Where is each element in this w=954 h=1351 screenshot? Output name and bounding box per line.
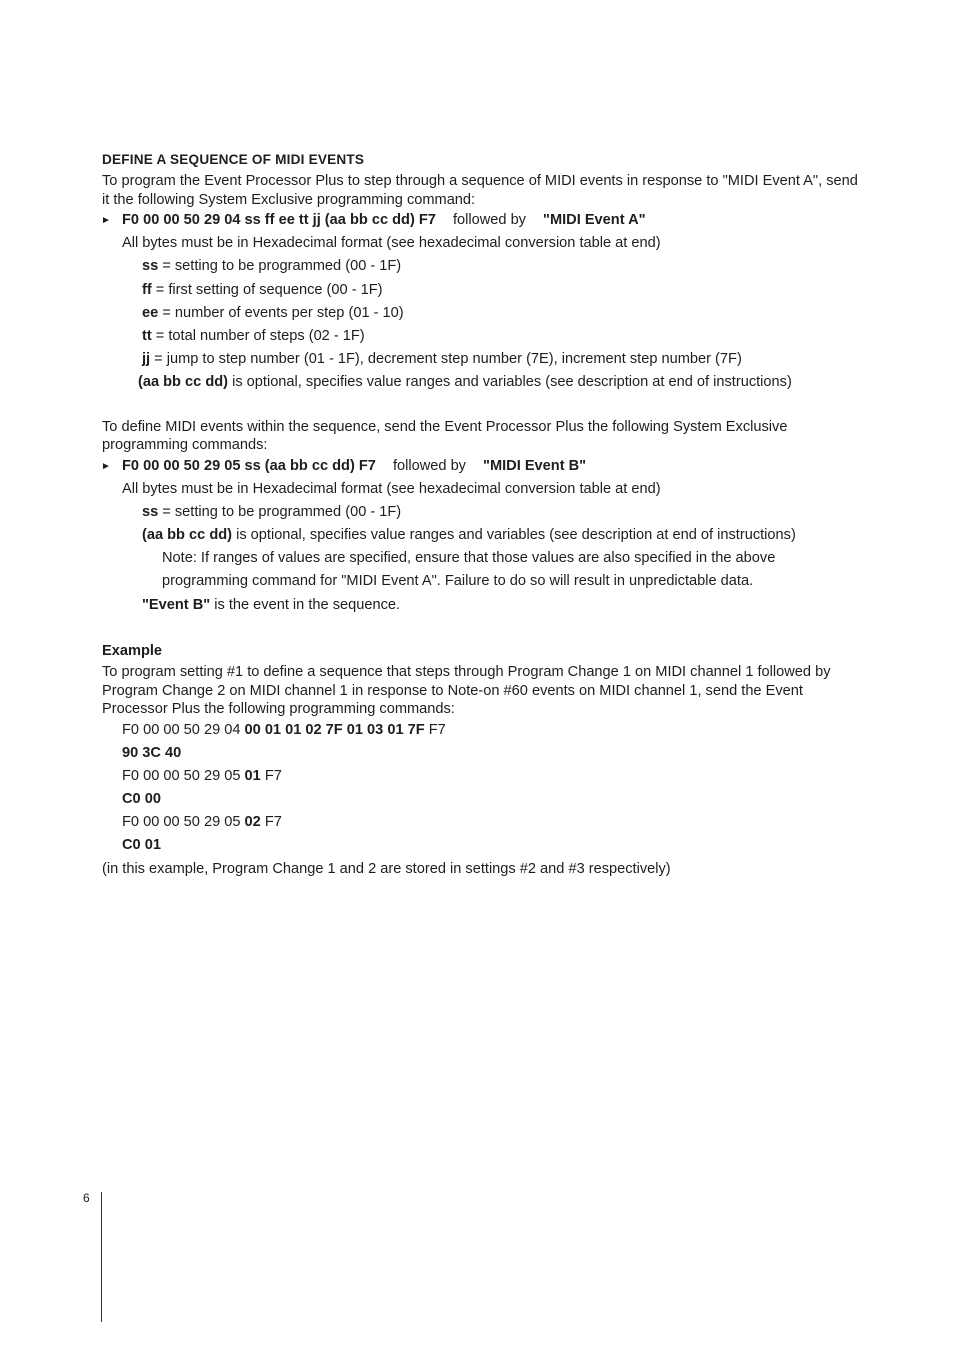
param-key: (aa bb cc dd) — [138, 374, 229, 391]
param-desc: = total number of steps (02 - 1F) — [151, 327, 365, 344]
example-plain: F0 00 00 50 29 04 — [122, 721, 245, 738]
example-paragraph: To program setting #1 to define a sequence that steps through Program Change 1 on MIDI channel 1 followed by Program Change 2 on MIDI channel 1 in response to Note-on #60 events on MIDI channel 1, send the Event Processor Plus the following programming commands: — [102, 664, 831, 717]
param-desc: = first setting of sequence (00 - 1F) — [151, 281, 383, 298]
param-desc: = setting to be programmed (00 - 1F) — [158, 258, 402, 275]
command-b-code: F0 00 00 50 29 05 ss (aa bb cc dd) F7 — [122, 457, 376, 474]
page-number: 6 — [83, 1191, 90, 1205]
param-key: ee — [142, 304, 159, 321]
command-a-code: F0 00 00 50 29 04 ss ff ee tt jj (aa bb cc dd) F7 — [122, 212, 436, 228]
param-key: tt — [142, 327, 152, 344]
note-line: Note: If ranges of values are specified, ensure that those values are also specified in the above — [162, 550, 776, 567]
example-heading: Example — [102, 642, 163, 659]
example-plain: F7 — [260, 814, 282, 831]
param-key: ss — [142, 503, 159, 520]
followed-by-label: followed by — [452, 212, 526, 228]
example-bold: 00 01 01 02 7F 01 03 01 7F — [244, 721, 425, 738]
example-line — [102, 742, 862, 765]
section-heading: DEFINE A SEQUENCE OF MIDI EVENTS — [102, 152, 365, 167]
param-ff — [102, 279, 862, 302]
example-plain: F0 00 00 50 29 05 — [122, 814, 245, 831]
intro-paragraph: To program the Event Processor Plus to step through a sequence of MIDI events in response to "MIDI Event A", send it the following System Exclusive programming command: — [102, 173, 858, 208]
bullet-arrow-icon: ► — [101, 460, 111, 472]
note-line: programming command for "MIDI Event A". Failure to do so will result in unpredictable data. — [162, 573, 754, 590]
example-line — [102, 811, 862, 834]
event-b-description — [102, 594, 862, 617]
param-desc: = setting to be programmed (00 - 1F) — [158, 503, 402, 520]
param-jj — [102, 348, 862, 371]
param-ss-b — [102, 501, 862, 524]
command-b-line — [102, 455, 862, 478]
param-desc: is optional, specifies value ranges and variables (see description at end of instructions) — [232, 527, 796, 544]
example-bold: 90 3C 40 — [122, 744, 182, 761]
example-plain: F0 00 00 50 29 05 — [122, 767, 245, 784]
param-desc: = number of events per step (01 - 10) — [158, 304, 404, 321]
example-bold: C0 01 — [122, 837, 161, 854]
hex-format-note: All bytes must be in Hexadecimal format (see hexadecimal conversion table at end) — [122, 235, 661, 252]
param-key: "Event B" — [142, 596, 211, 613]
example-line — [102, 765, 862, 788]
followed-by-label: followed by — [392, 457, 466, 474]
midi-event-a-label: "MIDI Event A" — [543, 212, 646, 228]
param-tt — [102, 325, 862, 348]
param-desc: is optional, specifies value ranges and variables (see description at end of instructions) — [228, 374, 792, 391]
param-key: jj — [142, 351, 151, 368]
example-line — [102, 788, 862, 811]
intro-b-paragraph: To define MIDI events within the sequence, send the Event Processor Plus the following System Exclusive programming commands: — [102, 418, 788, 453]
example-bold: 01 — [244, 767, 261, 784]
hex-format-note-b: All bytes must be in Hexadecimal format (see hexadecimal conversion table at end) — [122, 480, 661, 497]
optional-ranges-a — [102, 371, 862, 394]
param-key: ss — [142, 258, 159, 275]
midi-event-b-label: "MIDI Event B" — [483, 457, 587, 474]
margin-rule — [101, 1192, 102, 1322]
param-key: (aa bb cc dd) — [142, 527, 233, 544]
param-desc: = jump to step number (01 - 1F), decrement step number (7E), increment step number (7F) — [150, 351, 742, 368]
optional-ranges-b — [102, 524, 862, 547]
example-plain: F7 — [424, 721, 446, 738]
example-bold: C0 00 — [122, 791, 161, 808]
param-ss — [102, 255, 862, 278]
param-key: ff — [142, 281, 152, 298]
example-plain: F7 — [260, 767, 282, 784]
bullet-arrow-icon: ► — [101, 215, 111, 226]
param-ee — [102, 302, 862, 325]
example-line — [102, 719, 862, 742]
page-content — [102, 151, 862, 881]
command-a-line — [102, 209, 862, 232]
param-desc: is the event in the sequence. — [210, 596, 401, 613]
example-line — [102, 834, 862, 857]
example-bold: 02 — [244, 814, 261, 831]
example-footer: (in this example, Program Change 1 and 2 are stored in settings #2 and #3 respectively) — [102, 860, 671, 877]
